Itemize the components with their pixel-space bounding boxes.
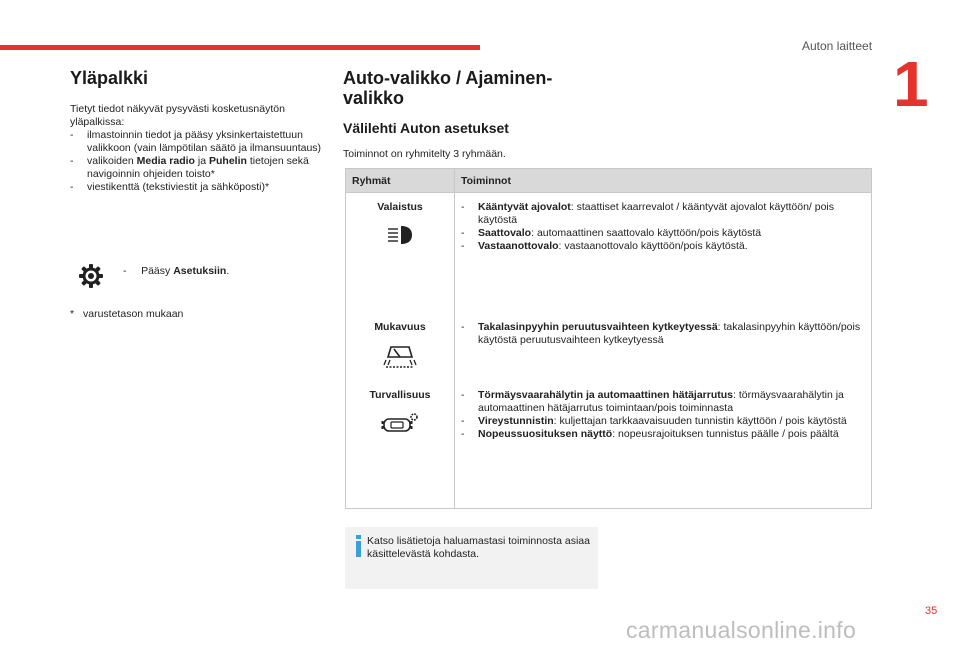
group-cell-comfort: [346, 313, 455, 381]
function-item: - Kääntyvät ajovalot: staattiset kaarrevalot / kääntyvät ajovalot käyttöön/ pois käytöstä: [461, 201, 865, 227]
function-item: - Vastaanottovalo: vastaanottovalo käyttöön/pois käytöstä.: [461, 240, 865, 253]
car-settings-description: Toiminnot on ryhmitelty 3 ryhmään.: [343, 148, 506, 160]
function-item: - Törmäysvaarahälytin ja automaattinen hätäjarrutus: törmäysvaarahälytin ja automaattinen hätäjarrutus toimintaan/pois toiminnasta: [461, 389, 865, 415]
table-row: [346, 193, 872, 313]
settings-access-row: [77, 259, 327, 293]
functions-table: [345, 168, 872, 509]
functions-cell-comfort: [455, 313, 872, 381]
list-item: - valikoiden Media radio ja Puhelin tietojen sekä navigoinnin ohjeiden toisto*: [70, 155, 322, 181]
car-menu-section: [343, 68, 873, 160]
info-icon: [354, 535, 364, 557]
settings-gear-icon: [77, 262, 105, 290]
function-item: - Nopeussuosituksen näyttö: nopeusrajoituksen tunnistus päälle / pois päältä: [461, 428, 865, 441]
function-item: - Takalasinpyyhin peruutusvaihteen kytkeytyessä: takalasinpyyhin käyttöön/pois käytöstä peruutusvaihteen kytkeytyessä: [461, 321, 865, 347]
group-label: Valaistus: [377, 201, 423, 213]
functions-cell-safety: [455, 381, 872, 509]
settings-access-text: - Pääsy Asetuksiin.: [123, 265, 230, 277]
footnote: * varustetason mukaan: [70, 308, 184, 320]
top-bar-list: [70, 129, 322, 194]
group-cell-safety: [346, 381, 455, 509]
top-bar-intro: Tietyt tiedot näkyvät pysyvästi kosketusnäytön yläpalkissa:: [70, 103, 285, 128]
column-header-functions: Toiminnot: [455, 169, 872, 193]
list-item: - ilmastoinnin tiedot ja pääsy yksinkertaistettuun valikkoon (vain lämpötilan säätö ja ilmansuuntaus): [70, 129, 322, 155]
car-menu-heading: Auto-valikko / Ajaminen-valikko: [343, 68, 553, 108]
function-item: - Saattovalo: automaattinen saattovalo käyttöön/pois käytöstä: [461, 227, 865, 240]
top-bar-heading: Yläpalkki: [70, 68, 149, 88]
top-bar-section: [70, 68, 322, 194]
watermark: carmanualsonline.info: [626, 617, 857, 643]
car-settings-tab-heading: Välilehti Auton asetukset: [343, 120, 509, 136]
column-header-groups: Ryhmät: [346, 169, 455, 193]
table-row: [346, 381, 872, 509]
rear-wiper-icon: [382, 343, 418, 369]
functions-cell-lighting: [455, 193, 872, 313]
function-item: - Vireystunnistin: kuljettajan tarkkaavaisuuden tunnistin käyttöön / pois käytöstä: [461, 415, 865, 428]
info-note-text: Katso lisätietoja haluamastasi toiminnosta asiaa käsittelevästä kohdasta.: [367, 535, 590, 560]
page-number: 35: [925, 605, 938, 617]
info-note-box: [345, 527, 598, 589]
section-title: Auton laitteet: [802, 39, 873, 53]
group-cell-lighting: [346, 193, 455, 313]
group-label: Turvallisuus: [369, 388, 431, 401]
headlight-icon: [385, 223, 415, 247]
chapter-number: 1: [893, 48, 929, 120]
header-accent-bar: [0, 45, 480, 50]
list-item: - viestikenttä (tekstiviestit ja sähköposti)*: [70, 181, 322, 194]
group-label: Mukavuus: [374, 320, 426, 333]
driving-assist-icon: [380, 411, 420, 437]
table-row: [346, 313, 872, 381]
table-header-row: [346, 169, 872, 193]
